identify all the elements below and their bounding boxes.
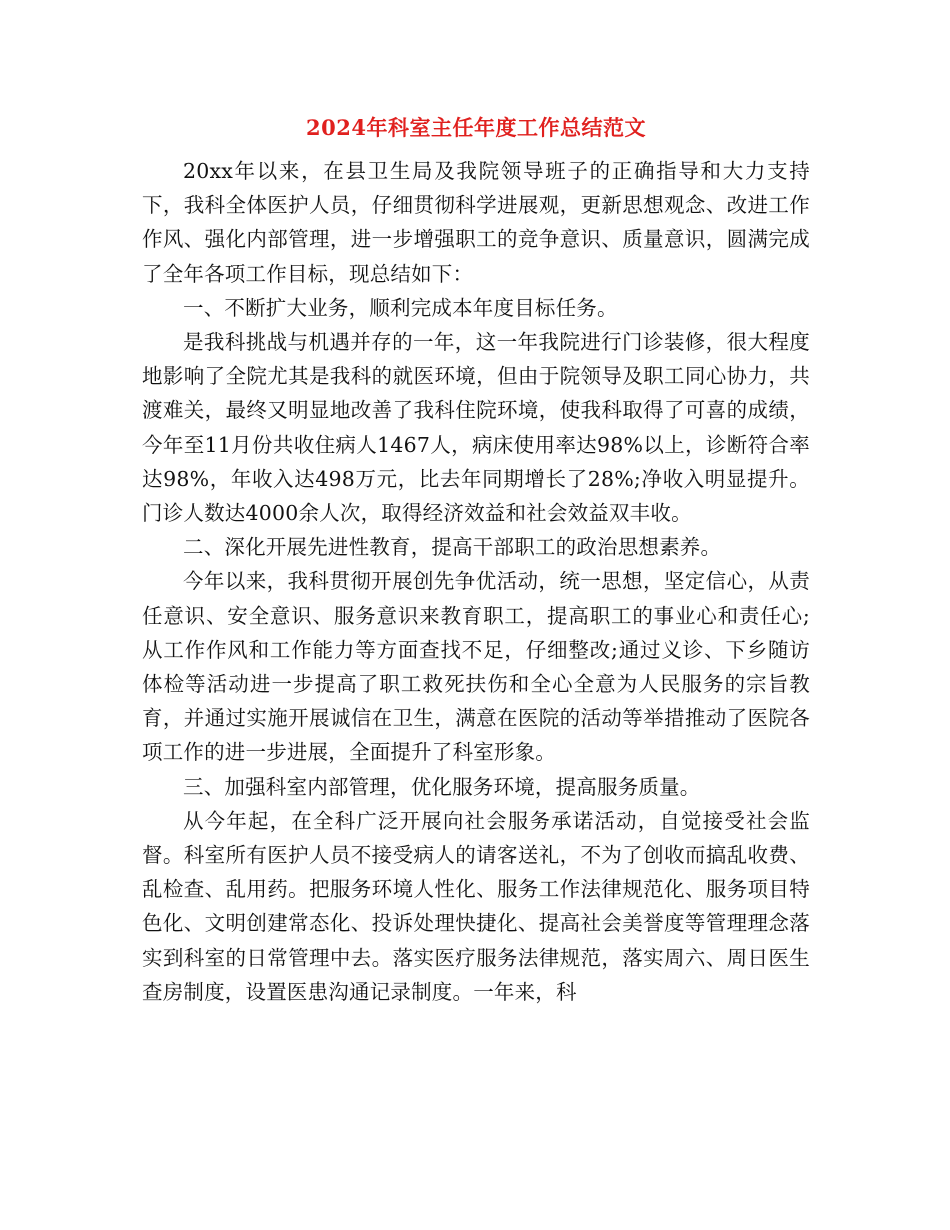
document-page [142,108,810,1009]
section-heading-3: 三、加强科室内部管理，优化服务环境，提高服务质量。 [183,774,701,799]
section-body-2: 今年以来，我科贯彻开展创先争优活动，统一思想，坚定信心，从责任意识、安全意识、服务意识来教育职工，提高职工的事业心和责任心;从工作作风和工作能力等方面查找不足，仔细整改;通过义诊、下乡随访体检等活动进一步提高了职工救死扶伤和全心全意为人民服务的宗旨教育，并通过实施开展诚信在卫生，满意在医院的活动等举措推动了医院各项工作的进一步进展，全面提升了科室形象。 [142,569,810,765]
section-heading-1: 一、不断扩大业务，顺利完成本年度目标任务。 [183,295,618,320]
section-heading-2: 二、深化开展先进性教育，提高干部职工的政治思想素养。 [183,535,722,560]
section-body-1: 是我科挑战与机遇并存的一年，这一年我院进行门诊装修，很大程度地影响了全院尤其是我科的就医环境，但由于院领导及职工同心协力，共渡难关，最终又明显地改善了我科住院环境，使我科取得了可喜的成绩，今年至11月份共收住病人1467人，病床使用率达98%以上，诊断符合率达98%，年收入达498万元，比去年同期增长了28%;净收入明显提升。门诊人数达4000余人次，取得经济效益和社会效益双丰收。 [142,330,810,526]
section-body-3: 从今年起，在全科广泛开展向社会服务承诺活动，自觉接受社会监督。科室所有医护人员不接受病人的请客送礼，不为了创收而搞乱收费、乱检查、乱用药。把服务环境人性化、服务工作法律规范化、服务项目特色化、文明创建常态化、投诉处理快捷化、提高社会美誉度等管理理念落实到科室的日常管理中去。落实医疗服务法律规范，落实周六、周日医生查房制度，设置医患沟通记录制度。一年来，科 [142,808,810,1004]
intro-paragraph: 20xx年以来，在县卫生局及我院领导班子的正确指导和大力支持下，我科全体医护人员，仔细贯彻科学进展观，更新思想观念、改进工作作风、强化内部管理，进一步增强职工的竞争意识、质量意识，圆满完成了全年各项工作目标，现总结如下： [142,159,810,286]
document-title: 2024年科室主任年度工作总结范文 [306,115,646,140]
